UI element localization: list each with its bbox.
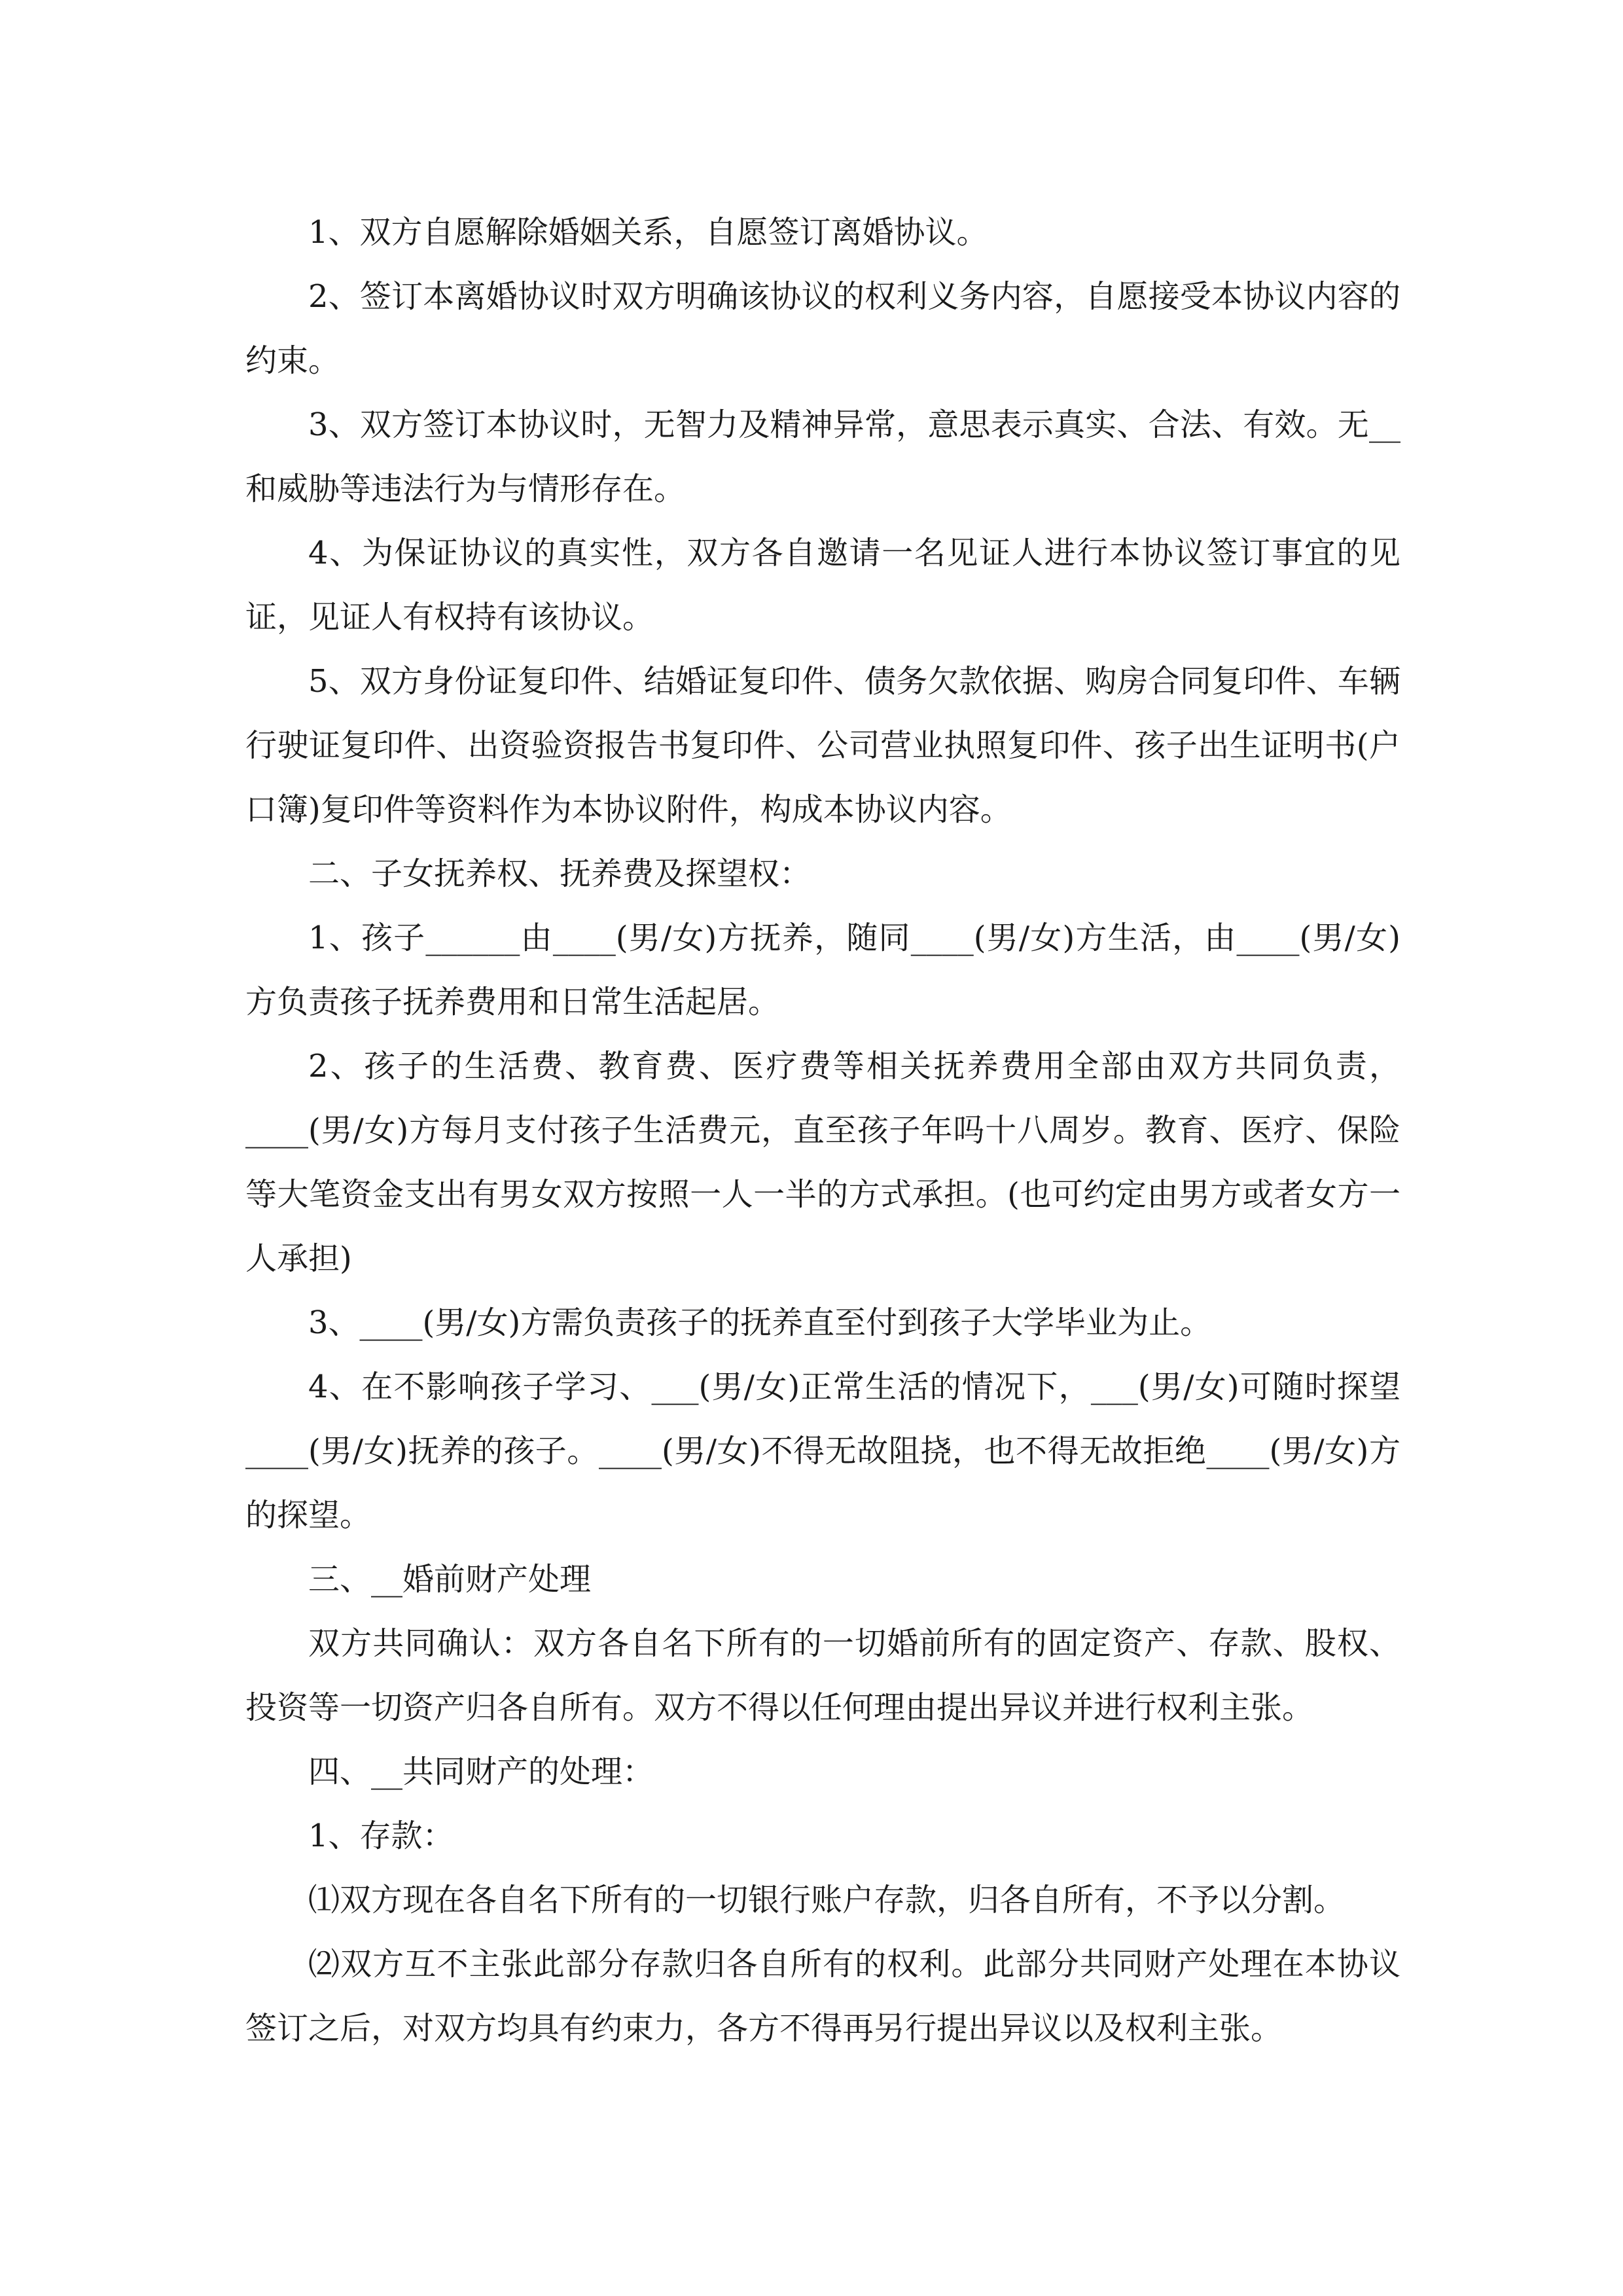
clause-5-attachments: 5、双方身份证复印件、结婚证复印件、债务欠款依据、购房合同复印件、车辆行驶证复印件、出资验资报告书复印件、公司营业执照复印件、孩子出生证明书(户口簿)复印件等资料作为本协议附件，构成本协议内容。 [245, 663, 1400, 828]
deposits-heading: 1、存款： [308, 1818, 454, 1854]
deposits-clause-2: ⑵双方互不主张此部分存款归各自所有的权利。此部分共同财产处理在本协议签订之后，对双方均具有约束力，各方不得再另行提出异议以及权利主张。 [245, 1946, 1400, 2047]
document-body [245, 200, 1400, 2060]
custody-clause-4: 4、在不影响孩子学习、___(男/女)正常生活的情况下，___(男/女)可随时探望____(男/女)抚养的孩子。____(男/女)不得无故阻挠，也不得无故拒绝____(男/女)方的探望。 [245, 1369, 1400, 1534]
custody-clause-2: 2、孩子的生活费、教育费、医疗费等相关抚养费用全部由双方共同负责，____(男/女)方每月支付孩子生活费元，直至孩子年吗十八周岁。教育、医疗、保险等大笔资金支出有男女双方按照一人一半的方式承担。(也可约定由男方或者女方一人承担) [245, 1048, 1400, 1277]
section-2-heading: 二、子女抚养权、抚养费及探望权： [308, 855, 812, 892]
clause-4-witness: 4、为保证协议的真实性，双方各自邀请一名见证人进行本协议签订事宜的见证，见证人有权持有该协议。 [245, 535, 1400, 636]
clause-2-rights-obligations: 2、签订本离婚协议时双方明确该协议的权利义务内容，自愿接受本协议内容的约束。 [245, 278, 1400, 379]
premarital-property-clause: 双方共同确认：双方各自名下所有的一切婚前所有的固定资产、存款、股权、投资等一切资产归各自所有。双方不得以任何理由提出异议并进行权利主张。 [245, 1625, 1400, 1726]
section-3-heading: 三、__婚前财产处理 [308, 1561, 592, 1598]
section-4-heading: 四、__共同财产的处理： [308, 1753, 654, 1790]
clause-1-voluntary-divorce: 1、双方自愿解除婚姻关系，自愿签订离婚协议。 [308, 214, 988, 251]
custody-clause-1: 1、孩子______由____(男/女)方抚养，随同____(男/女)方生活，由____(男/女)方负责孩子抚养费用和日常生活起居。 [245, 920, 1400, 1020]
custody-clause-3: 3、____(男/女)方需负责孩子的抚养直至付到孩子大学毕业为止。 [308, 1304, 1212, 1341]
clause-3-capacity: 3、双方签订本协议时，无智力及精神异常，意思表示真实、合法、有效。无__和威胁等违法行为与情形存在。 [245, 406, 1400, 507]
deposits-clause-1: ⑴双方现在各自名下所有的一切银行账户存款，归各自所有，不予以分割。 [308, 1882, 1346, 1918]
